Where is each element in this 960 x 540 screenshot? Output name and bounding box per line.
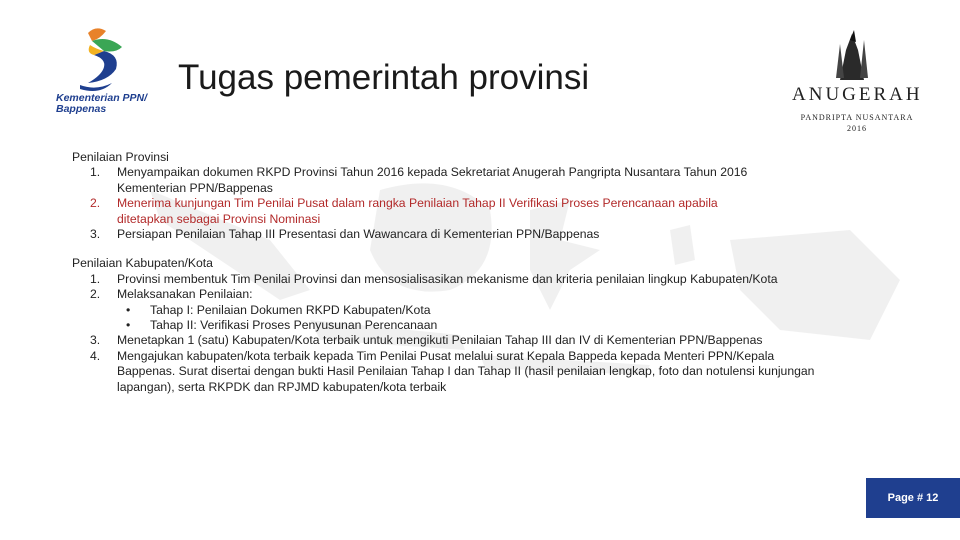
item-text: lapangan), serta RKPDK dan RPJMD kabupaten/kota terbaik xyxy=(117,379,447,394)
item-text: Menetapkan 1 (satu) Kabupaten/Kota terbaik untuk mengikuti Penilaian Tahap III dan IV di Kementerian PPN/Bappenas xyxy=(117,333,763,348)
list-item xyxy=(72,165,902,196)
sub-list-item xyxy=(72,318,902,333)
anugerah-logo xyxy=(780,30,930,135)
list-item xyxy=(72,287,902,302)
item-number: 2. xyxy=(90,287,101,302)
sub-list-item xyxy=(72,303,902,318)
list-item xyxy=(72,272,902,287)
anugerah-subtitle: PANDRIPTA NUSANTARA xyxy=(800,113,914,122)
item-number: 1. xyxy=(90,165,101,180)
item-text: Bappenas. Surat disertai dengan bukti Hasil Penilaian Tahap I dan Tahap II (hasil penilaian lengkap, foto dan notulensi kunjungan xyxy=(117,364,815,379)
bullet-icon: • xyxy=(126,302,131,317)
bappenas-logo xyxy=(50,25,160,125)
item-number: 2. xyxy=(90,196,101,211)
item-number: 4. xyxy=(90,348,101,363)
anugerah-year: 2016 xyxy=(847,124,867,133)
item-text: Mengajukan kabupaten/kota terbaik kepada Tim Penilai Pusat melalui surat Kepala Bappeda kepada Menteri PPN/Kepala xyxy=(117,348,775,363)
item-number: 3. xyxy=(90,333,101,348)
bappenas-emblem-icon xyxy=(50,25,160,95)
item-text: Melaksanakan Penilaian: xyxy=(117,287,253,302)
list-item-highlighted xyxy=(72,196,902,227)
item-text: ditetapkan sebagai Provinsi Nominasi xyxy=(117,211,321,226)
content-body xyxy=(72,150,902,395)
sub-item-text: Tahap II: Verifikasi Proses Penyusunan Perencanaan xyxy=(150,318,438,333)
trophy-icon xyxy=(780,30,930,85)
item-text: Persiapan Penilaian Tahap III Presentasi dan Wawancara di Kementerian PPN/Bappenas xyxy=(117,227,600,242)
item-text: Menyampaikan dokumen RKPD Provinsi Tahun 2016 kepada Sekretariat Anugerah Pangripta Nusantara Tahun 2016 xyxy=(117,165,748,180)
page-title: Tugas pemerintah provinsi xyxy=(178,58,590,97)
sub-item-text: Tahap I: Penilaian Dokumen RKPD Kabupaten/Kota xyxy=(150,302,431,317)
logo-line-2: Bappenas xyxy=(56,103,107,115)
item-text: Kementerian PPN/Bappenas xyxy=(117,180,273,195)
list-item xyxy=(72,349,902,395)
item-text: Menerima kunjungan Tim Penilai Pusat dalam rangka Penilaian Tahap II Verifikasi Proses Perencanaan apabila xyxy=(117,196,718,211)
section-title-provinsi: Penilaian Provinsi xyxy=(72,150,169,164)
bullet-icon: • xyxy=(126,318,131,333)
item-number: 3. xyxy=(90,227,101,242)
page-number-badge: Page # 12 xyxy=(866,478,960,518)
section-title-kabupaten: Penilaian Kabupaten/Kota xyxy=(72,256,213,271)
item-number: 1. xyxy=(90,271,101,286)
anugerah-wordmark: ANUGERAH xyxy=(792,84,923,105)
item-text: Provinsi membentuk Tim Penilai Provinsi dan mensosialisasikan mekanisme dan kriteria penilaian lingkup Kabupaten/Kota xyxy=(117,271,778,286)
list-item xyxy=(72,333,902,348)
logo-line-1: Kementerian PPN/ xyxy=(56,92,148,104)
list-item xyxy=(72,227,902,242)
